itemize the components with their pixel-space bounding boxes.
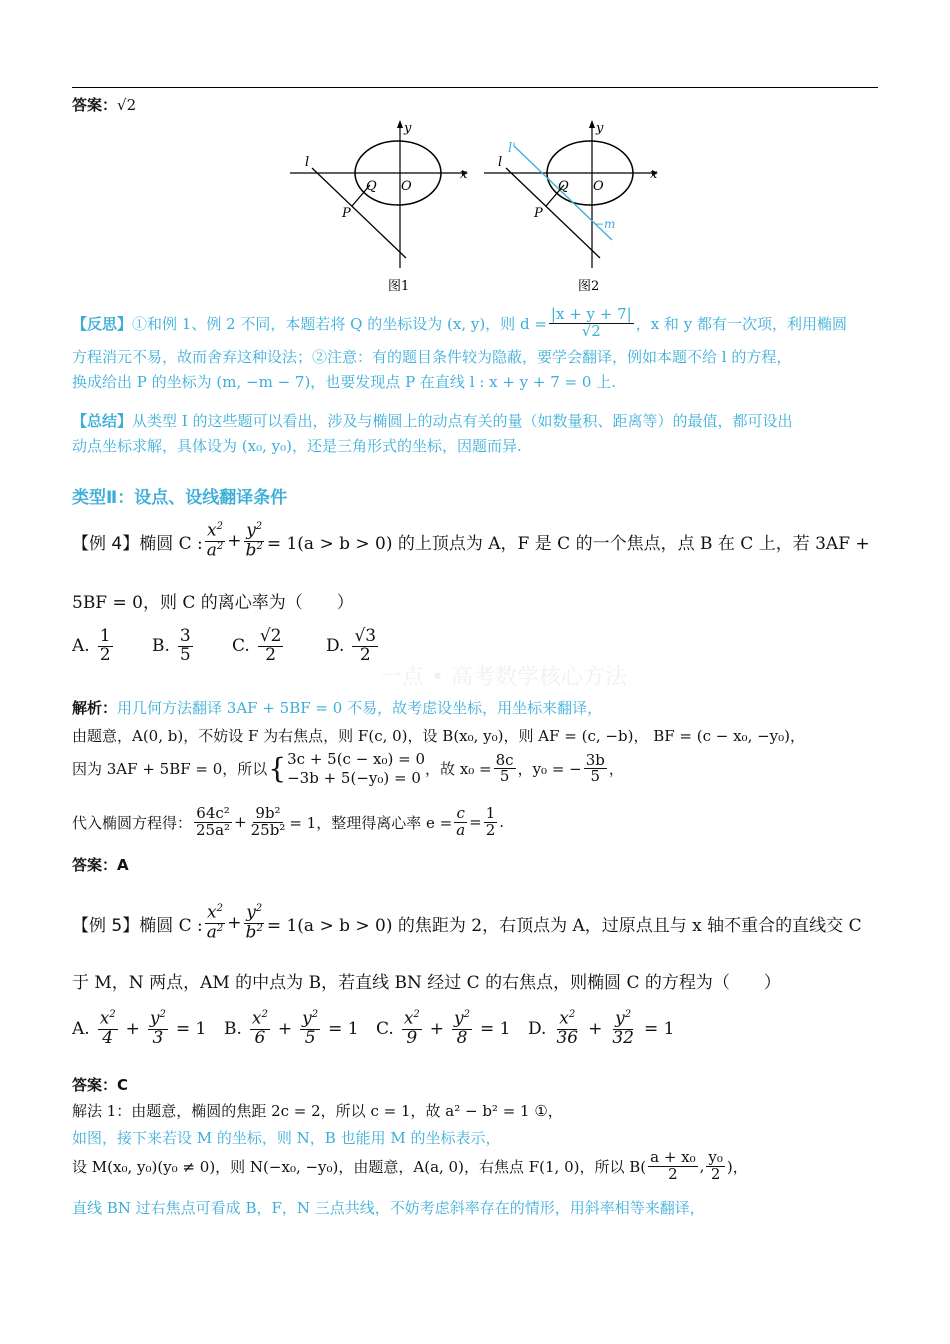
label-y: y bbox=[404, 121, 412, 136]
label-m: −m bbox=[594, 217, 616, 231]
option-d[interactable]: D. $\frac{√3}{2}$ bbox=[326, 626, 377, 665]
figure-caption: 图1 bbox=[388, 279, 410, 294]
example-4-answer: 答案：A bbox=[72, 856, 129, 874]
option-d[interactable]: D. $\frac{x^2}{36}$ + $\frac{y^2}{32}$ = 1 bbox=[528, 1008, 675, 1048]
label-q: Q bbox=[366, 179, 377, 194]
example-4-solution-line3: 因为 3AF + 5BF = 0，所以 { 3c + 5(c − x₀) = 0 −3b + 5(−y₀) = 0 ，故 x₀ = $\frac{8c}{5}$ ，y₀ = − $\frac{3b}{5}$ ， bbox=[72, 750, 624, 787]
label-l: l bbox=[498, 155, 503, 170]
option-c[interactable]: C. $\frac{√2}{2}$ bbox=[232, 626, 282, 665]
example-5-solution-line3: 设 M(x₀, y₀)(y₀ ≠ 0)，则 N(−x₀, −y₀)，由题意，A(a, 0)，右焦点 F(1, 0)，所以 B( $\frac{\text{a + x₀}}{2}$ , $\frac{\text{y₀}}{2}$ )， bbox=[72, 1148, 748, 1183]
label-o: O bbox=[593, 179, 604, 194]
example-4-stem: 【例 4】 椭圆 C : $\frac{x^2}{a^2}$ + $\frac{y^2}{b^2}$ = 1(a > b > 0) 的上顶点为 A，F 是 C 的一个焦点，点 B 在 C 上，若 3AF + bbox=[72, 520, 870, 561]
summary-paragraph: 【总结】从类型 I 的这些题可以看出，涉及与椭圆上的动点有关的量（如数量积、距离等）的最值，都可设出 动点坐标求解，具体设为 (x₀, y₀)，还是三角形式的坐标，因题而异. bbox=[72, 412, 793, 455]
option-a[interactable]: A. $\frac{x^2}{4}$ + $\frac{y^2}{3}$ = 1 bbox=[72, 1008, 207, 1048]
example-5-solution-line2: 如图，接下来若设 M 的坐标，则 N，B 也能用 M 的坐标表示， bbox=[72, 1129, 501, 1147]
example-4-solution-line4: 代入椭圆方程得： $\frac{\text{64c²}}{\text{25a²}}$ + $\frac{\text{9b²}}{\text{25b²}}$ = 1，整理得离心率 e = $\frac{c}{a}$ = $\frac{1}{2}$ . bbox=[72, 804, 505, 839]
label-p: P bbox=[342, 206, 351, 221]
figure-2 bbox=[484, 118, 664, 298]
reflection-paragraph: 【反思】 ①和例 1、例 2 不同，本题若将 Q 的坐标设为 (x, y)，则 d = $\frac{|x + y + 7|}{√2}$ ，x 和 y 都有一次项，利用椭圆 方程消元不易，故而舍弃这种设法；②注意：有的题目条件较为隐蔽，要学会翻译，例如本题不给 l 的方程， 换成给出 P 的坐标为 (m, −m − 7)，也要发现点 P 在直线 l : x + y + 7 = 0 上. bbox=[72, 305, 847, 391]
label-x: x bbox=[650, 167, 658, 182]
label-p: P bbox=[534, 206, 543, 221]
label-y: y bbox=[596, 121, 604, 136]
top-answer: 答案：√2 bbox=[72, 96, 137, 114]
option-c[interactable]: C. $\frac{x^2}{9}$ + $\frac{y^2}{8}$ = 1 bbox=[376, 1008, 511, 1048]
line-l bbox=[312, 168, 406, 258]
option-b[interactable]: B. $\frac{x^2}{6}$ + $\frac{y^2}{5}$ = 1 bbox=[224, 1008, 359, 1048]
example-5-solution-line1: 解法 1：由题意，椭圆的焦距 2c = 2，所以 c = 1，故 a² − b² = 1 ①， bbox=[72, 1102, 563, 1120]
example-5-solution-line4: 直线 BN 过右焦点可看成 B，F，N 三点共线，不妨考虑斜率存在的情形，用斜率相等来翻译， bbox=[72, 1199, 705, 1217]
label-o: O bbox=[401, 179, 412, 194]
option-b[interactable]: B. $\frac{3}{5}$ bbox=[152, 626, 191, 665]
example-5-stem: 【例 5】 椭圆 C : $\frac{x^2}{a^2}$ + $\frac{y^2}{b^2}$ = 1(a > b > 0) 的焦距为 2，右顶点为 A，过原点且与 x 轴不重合的直线交 C bbox=[72, 902, 862, 943]
example-5-answer: 答案：C bbox=[72, 1076, 129, 1094]
label-l-prime: l' bbox=[508, 141, 516, 156]
line-l bbox=[506, 168, 600, 258]
figure-1 bbox=[290, 118, 470, 298]
label-x: x bbox=[460, 167, 468, 182]
label-l: l bbox=[305, 155, 310, 170]
example-4-solution-line2: 由题意，A(0, b)，不妨设 F 为右焦点，则 F(c, 0)，设 B(x₀, y₀)，则 AF = (c, −b)， BF = (c − x₀, −y₀)， bbox=[72, 727, 806, 745]
example-4-solution-line1: 解析：用几何方法翻译 3AF + 5BF = 0 不易，故考虑设坐标，用坐标来翻译， bbox=[72, 699, 603, 717]
example-4-stem-line2: 5BF = 0，则 C 的离心率为（ ） bbox=[72, 593, 354, 613]
header-rule bbox=[72, 87, 878, 88]
figure-caption: 图2 bbox=[578, 279, 600, 294]
watermark: 一点 • 高考数学核心方法 bbox=[380, 665, 627, 690]
label-q: Q bbox=[558, 179, 569, 194]
option-a[interactable]: A. $\frac{1}{2}$ bbox=[72, 626, 111, 665]
section-title: 类型Ⅱ：设点、设线翻译条件 bbox=[72, 488, 288, 508]
example-5-stem-line2: 于 M，N 两点，AM 的中点为 B，若直线 BN 经过 C 的右焦点，则椭圆 C 的方程为（ ） bbox=[72, 973, 781, 993]
